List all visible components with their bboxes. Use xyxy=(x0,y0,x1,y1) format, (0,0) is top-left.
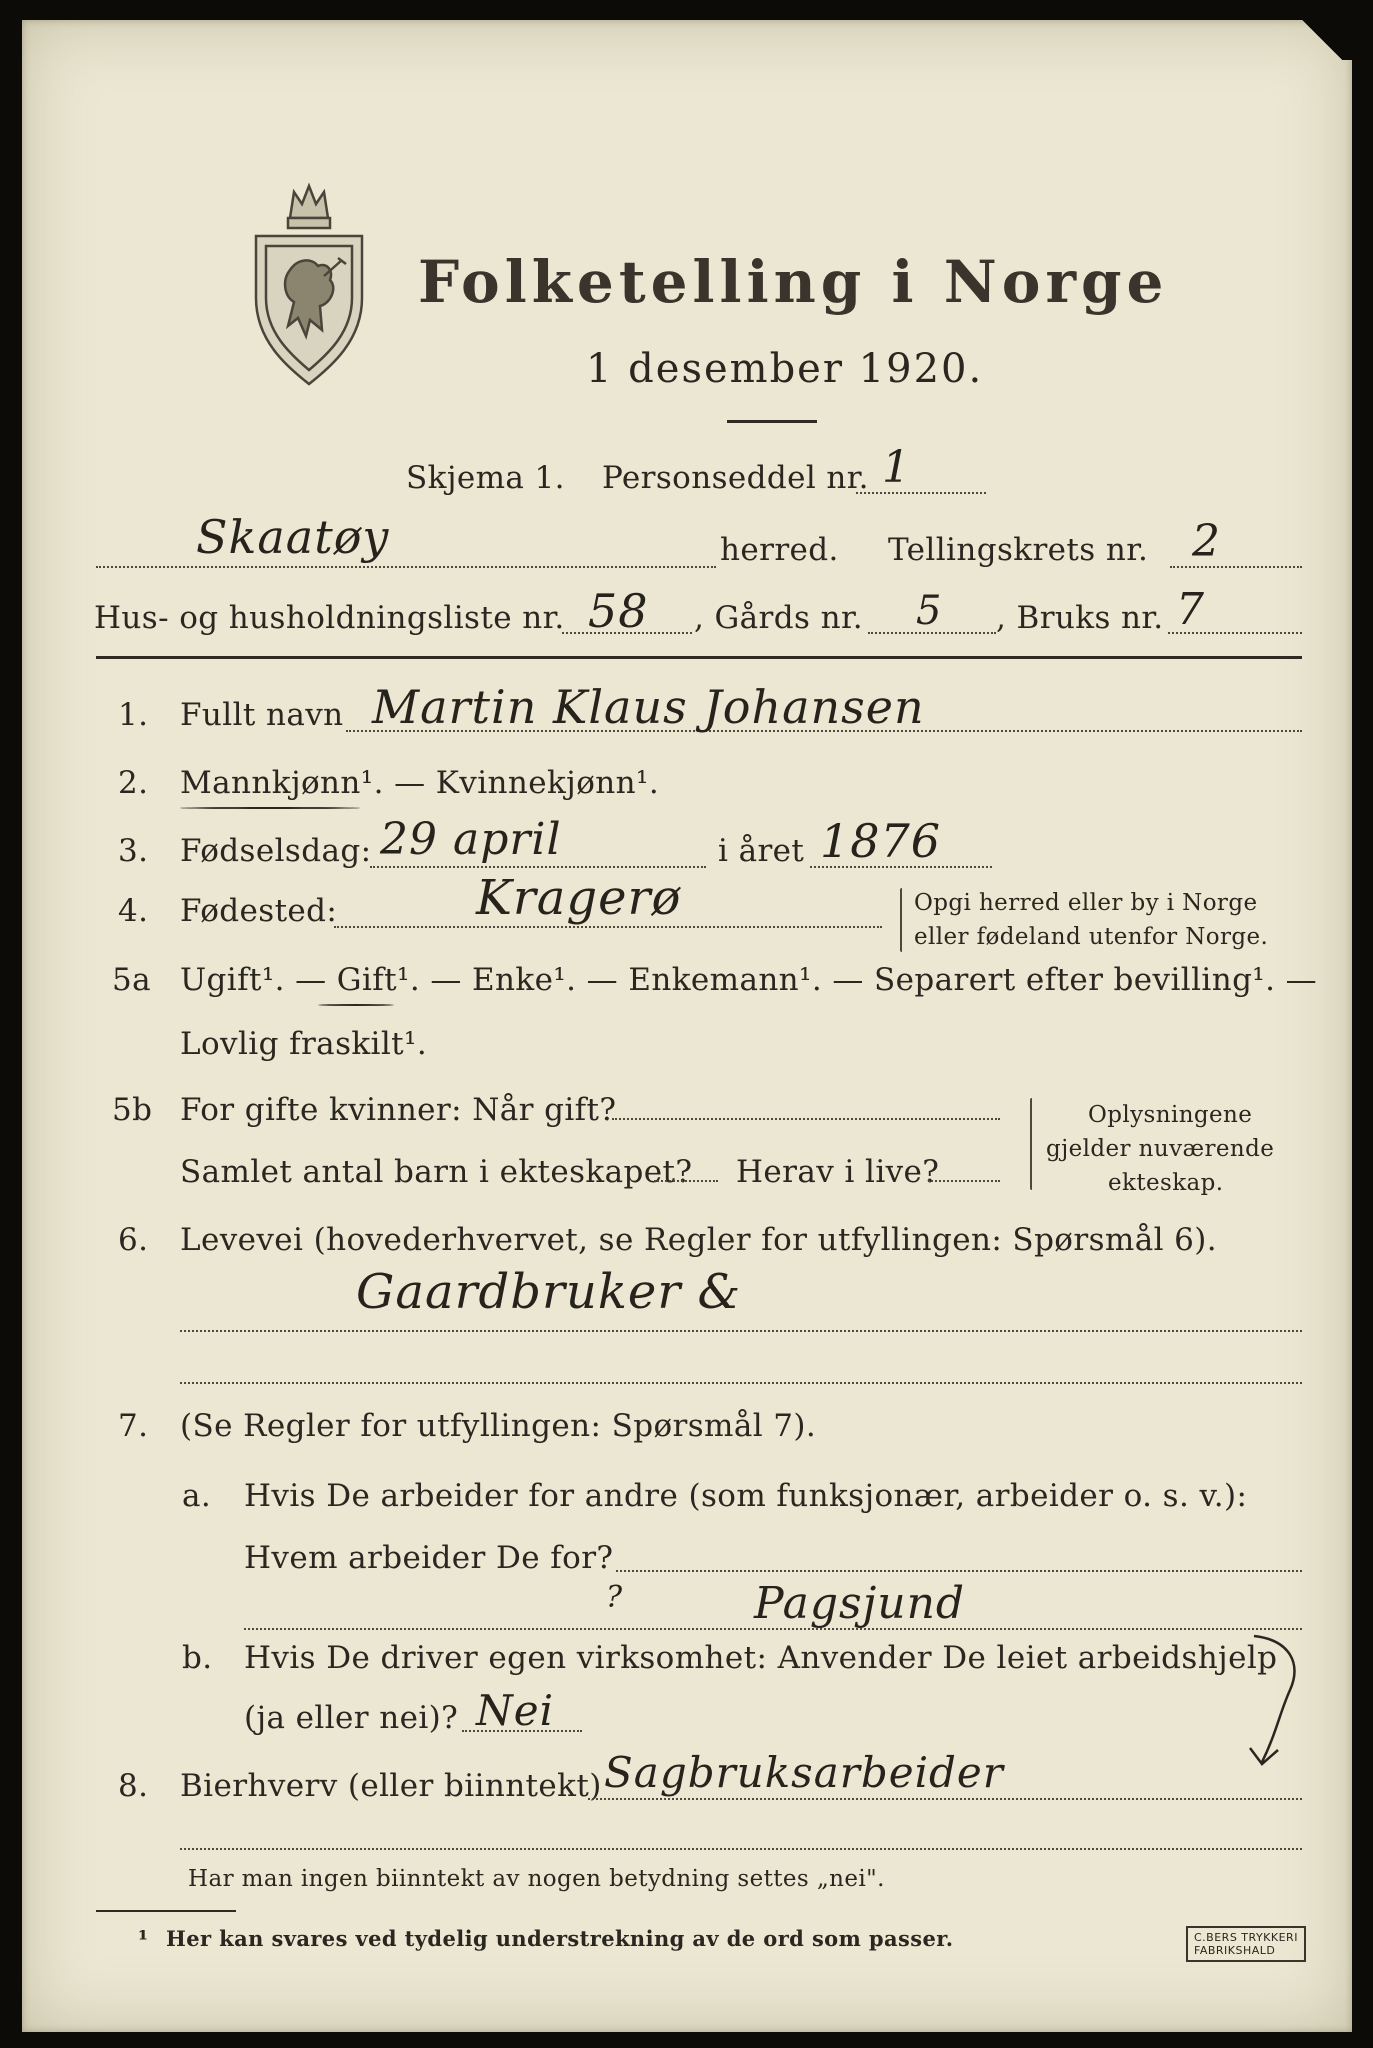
printer-stamp xyxy=(1186,1926,1306,1962)
children-count-field-line[interactable] xyxy=(654,1180,718,1182)
employer-value: Pagsjund xyxy=(754,1578,966,1629)
marital-status-divorced: Lovlig fraskilt¹. xyxy=(180,1026,428,1062)
gards-label: , Gårds nr. xyxy=(694,600,864,636)
bruks-label: , Bruks nr. xyxy=(996,600,1164,636)
q1-label: Fullt navn xyxy=(180,697,344,733)
marriage-note-line1: Oplysningene xyxy=(1088,1102,1253,1128)
q1-number: 1. xyxy=(118,697,149,733)
personseddel-field-line[interactable] xyxy=(856,492,986,494)
hired-help-label: (ja eller nei)? xyxy=(244,1700,459,1736)
tellingskrets-value: 2 xyxy=(1192,516,1221,567)
footer-note: Har man ingen biinntekt av nogen betydning settes „nei". xyxy=(188,1866,885,1892)
personseddel-label: Personseddel nr. xyxy=(602,460,869,496)
employer-field-line-1[interactable] xyxy=(616,1570,1302,1572)
census-date: 1 desember 1920. xyxy=(586,346,984,392)
q7b-line1: Hvis De driver egen virksomhet: Anvender De leiet arbeidshjelp xyxy=(244,1640,1278,1676)
herred-field-line[interactable] xyxy=(96,566,716,568)
q8-number: 8. xyxy=(118,1768,149,1804)
married-when-field-line[interactable] xyxy=(612,1118,1000,1120)
norway-coat-of-arms-icon xyxy=(250,180,368,390)
q7-number: 7. xyxy=(118,1408,149,1444)
marital-status-options: Ugift¹. — Gift¹. — Enke¹. — Enkemann¹. — Separert efter bevilling¹. — xyxy=(180,962,1318,998)
children-alive-field-line[interactable] xyxy=(928,1180,1000,1182)
occupation-field-line-2[interactable] xyxy=(180,1382,1302,1384)
occupation-label: Levevei (hovederhvervet, se Regler for utfyllingen: Spørsmål 6). xyxy=(180,1222,1218,1258)
torn-corner xyxy=(1292,20,1352,60)
title-divider xyxy=(727,420,817,423)
birthplace-note-brace xyxy=(900,888,902,952)
employer-question-mark: ? xyxy=(606,1580,624,1615)
herred-value: Skaatøy xyxy=(196,510,390,564)
occupation-field-line-1[interactable] xyxy=(180,1330,1302,1332)
gards-value: 5 xyxy=(916,588,943,634)
q4-number: 4. xyxy=(118,893,149,929)
arrow-annotation-icon xyxy=(1240,1630,1320,1780)
mannkjonn-underline xyxy=(180,807,360,809)
tellingskrets-field-line[interactable] xyxy=(1170,566,1302,568)
employer-field-line-2[interactable] xyxy=(244,1628,1302,1630)
children-count-label: Samlet antal barn i ekteskapet? xyxy=(180,1154,693,1190)
birthplace-note-line2: eller fødeland utenfor Norge. xyxy=(914,924,1269,950)
q7a-letter: a. xyxy=(182,1478,212,1514)
marriage-note-line3: ekteskap. xyxy=(1108,1170,1224,1196)
skjema-label: Skjema 1. xyxy=(406,460,565,496)
q7b-letter: b. xyxy=(182,1640,213,1676)
personseddel-value: 1 xyxy=(882,442,911,493)
birth-year-value: 1876 xyxy=(820,814,942,868)
side-income-field-line-1[interactable] xyxy=(588,1798,1302,1800)
q3-number: 3. xyxy=(118,833,149,869)
tellingskrets-label: Tellingskrets nr. xyxy=(888,532,1149,568)
occupation-value: Gaardbruker & xyxy=(356,1264,742,1320)
husliste-label: Hus- og husholdningsliste nr. xyxy=(94,600,565,636)
marriage-note-line2: gjelder nuværende xyxy=(1046,1136,1275,1162)
header-divider xyxy=(96,656,1302,659)
birth-year-label: i året xyxy=(718,833,805,869)
q4-label: Fødested: xyxy=(180,893,338,929)
herred-label: herred. xyxy=(720,532,839,568)
birthday-value: 29 april xyxy=(380,814,562,865)
footnote-text: Her kan svares ved tydelig understrekning av de ord som passer. xyxy=(166,1926,954,1951)
side-income-label: Bierhverv (eller biinntekt) xyxy=(180,1768,602,1804)
birthplace-note-line1: Opgi herred eller by i Norge xyxy=(914,890,1258,916)
side-income-value: Sagbruksarbeider xyxy=(604,1748,1004,1797)
q5a-number: 5a xyxy=(112,962,152,998)
footnote-mark: ¹ xyxy=(138,1926,149,1953)
birthplace-value: Kragerø xyxy=(476,870,682,926)
printer-stamp-line1: C.BERS TRYKKERI xyxy=(1194,1931,1298,1944)
q7-label: (Se Regler for utfyllingen: Spørsmål 7). xyxy=(180,1408,817,1444)
birthday-field-line[interactable] xyxy=(370,866,706,868)
bruks-value: 7 xyxy=(1176,584,1205,635)
children-alive-label: Herav i live? xyxy=(736,1154,940,1190)
marriage-note-brace xyxy=(1030,1098,1032,1190)
q5b-number: 5b xyxy=(112,1092,153,1128)
printer-stamp-line2: FABRIKSHALD xyxy=(1194,1944,1276,1957)
q7a-line1: Hvis De arbeider for andre (som funksjonær, arbeider o. s. v.): xyxy=(244,1478,1248,1514)
form-title: Folketelling i Norge xyxy=(418,248,1169,316)
gift-underline xyxy=(318,1004,394,1006)
hired-help-value: Nei xyxy=(476,1686,555,1735)
gender-options: Mannkjønn¹. — Kvinnekjønn¹. xyxy=(180,765,660,801)
q6-number: 6. xyxy=(118,1222,149,1258)
q3-label: Fødselsdag: xyxy=(180,833,372,869)
q2-number: 2. xyxy=(118,765,149,801)
birthplace-field-line[interactable] xyxy=(334,926,882,928)
side-income-field-line-2[interactable] xyxy=(180,1848,1302,1850)
full-name-value: Martin Klaus Johansen xyxy=(372,680,925,734)
footer-divider xyxy=(96,1910,236,1912)
employer-label: Hvem arbeider De for? xyxy=(244,1540,614,1576)
married-when-label: For gifte kvinner: Når gift? xyxy=(180,1092,617,1128)
husliste-value: 58 xyxy=(588,584,649,638)
